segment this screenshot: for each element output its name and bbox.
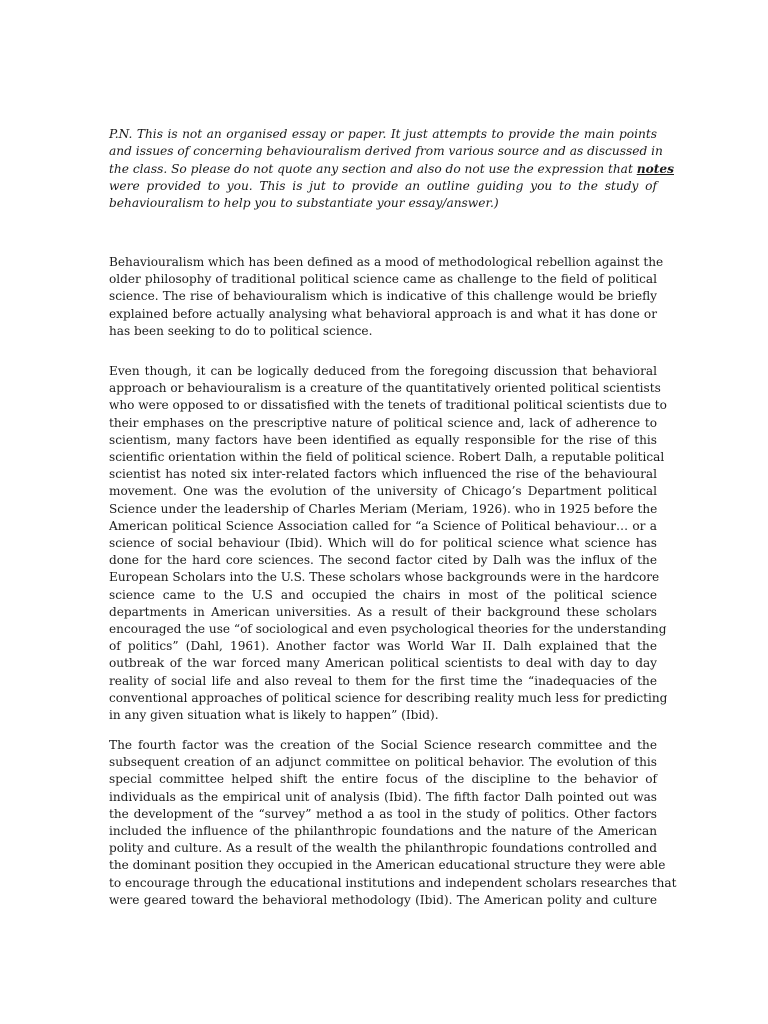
preface-note bbox=[109, 126, 674, 212]
paragraph-line: explained before actually analysing what behavioral approach is and what it has done or bbox=[109, 306, 657, 321]
paragraph-line: science. The rise of behaviouralism which is indicative of this challenge would be briefly bbox=[109, 289, 657, 304]
paragraph-line: Behaviouralism which has been defined as a mood of methodological rebellion against the bbox=[109, 255, 664, 269]
paragraph-line: done for the hard core sciences. The second factor cited by Dalh was the influx of the bbox=[109, 553, 657, 568]
paragraph-line: their emphases on the prescriptive nature of political science and, lack of adherence to bbox=[109, 415, 657, 430]
paragraph-line: outbreak of the war forced many American political scientists to deal with day to day bbox=[109, 656, 657, 671]
preface-line: were provided to you. This is jut to provide an outline guiding you to the study of bbox=[109, 178, 657, 193]
paragraph-line: older philosophy of traditional political science came as challenge to the field of political bbox=[109, 272, 657, 287]
paragraph-line: of politics” (Dahl, 1961). Another factor was World War II. Dalh explained that the bbox=[109, 639, 657, 654]
paragraph-line: Science under the leadership of Charles Meriam (Meriam, 1926). who in 1925 before the bbox=[109, 501, 658, 516]
paragraph-line: in any given situation what is likely to happen” (Ibid). bbox=[109, 708, 439, 723]
preface-line bbox=[109, 161, 674, 178]
paragraph-line: science of social behaviour (Ibid). Which will do for political science what science has bbox=[109, 536, 657, 551]
paragraph-line: The fourth factor was the creation of the Social Science research committee and the bbox=[109, 738, 657, 752]
preface-line: and issues of concerning behaviouralism derived from various source and as discussed in bbox=[109, 144, 663, 159]
paragraph-line: conventional approaches of political science for describing reality much less for predicting bbox=[109, 690, 668, 705]
paragraph-line: the development of the “survey” method a as tool in the study of politics. Other factors bbox=[109, 806, 657, 821]
paragraph-line: movement. One was the evolution of the university of Chicago’s Department political bbox=[109, 484, 657, 499]
paragraph-line: scientist has noted six inter-related factors which influenced the rise of the behavioural bbox=[109, 467, 657, 482]
preface-line: P.N. This is not an organised essay or paper. It just attempts to provide the main points bbox=[109, 127, 657, 141]
paragraph-line: individuals as the empirical unit of analysis (Ibid). The fifth factor Dalh pointed out was bbox=[109, 789, 657, 804]
paragraph-fourth-factor bbox=[109, 737, 677, 909]
paragraph-line: included the influence of the philanthropic foundations and the nature of the American bbox=[109, 824, 657, 839]
paragraph-line: subsequent creation of an adjunct committee on political behavior. The evolution of this bbox=[109, 755, 657, 770]
paragraph-line: scientism, many factors have been identified as equally responsible for the rise of this bbox=[109, 432, 657, 447]
paragraph-line: Even though, it can be logically deduced from the foregoing discussion that behavioral bbox=[109, 364, 657, 378]
paragraph-factors bbox=[109, 363, 668, 724]
paragraph-line: encouraged the use “of sociological and even psychological theories for the understanding bbox=[109, 622, 667, 637]
paragraph-line: who were opposed to or dissatisfied with the tenets of traditional political scientists due to bbox=[109, 398, 667, 413]
paragraph-line: European Scholars into the U.S. These scholars whose backgrounds were in the hardcore bbox=[109, 570, 660, 585]
paragraph-line: American political Science Association called for “a Science of Political behaviour… or a bbox=[109, 518, 657, 533]
paragraph-line: scientific orientation within the field of political science. Robert Dalh, a reputable political bbox=[109, 450, 665, 465]
paragraph-line: has been seeking to do to political science. bbox=[109, 323, 373, 338]
paragraph-line: science came to the U.S and occupied the chairs in most of the political science bbox=[109, 587, 657, 602]
notes-emphasis: notes bbox=[636, 161, 674, 176]
paragraph-intro bbox=[109, 254, 664, 340]
paragraph-line: departments in American universities. As a result of their background these scholars bbox=[109, 604, 657, 619]
preface-line: behaviouralism to help you to substantiate your essay/answer.) bbox=[109, 196, 499, 211]
paragraph-line: to encourage through the educational institutions and independent scholars researches that bbox=[109, 875, 677, 890]
paragraph-line: approach or behaviouralism is a creature of the quantitatively oriented political scientists bbox=[109, 381, 661, 396]
preface-line-text: the class. So please do not quote any section and also do not use the expression that bbox=[109, 161, 633, 176]
paragraph-line: special committee helped shift the entire focus of the discipline to the behavior of bbox=[109, 772, 657, 787]
paragraph-line: reality of social life and also reveal to them for the first time the “inadequacies of the bbox=[109, 673, 657, 688]
paragraph-line: polity and culture. As a result of the wealth the philanthropic foundations controlled and bbox=[109, 841, 657, 856]
paragraph-line: the dominant position they occupied in the American educational structure they were able bbox=[109, 858, 666, 873]
paragraph-line: were geared toward the behavioral methodology (Ibid). The American polity and culture bbox=[109, 892, 657, 907]
